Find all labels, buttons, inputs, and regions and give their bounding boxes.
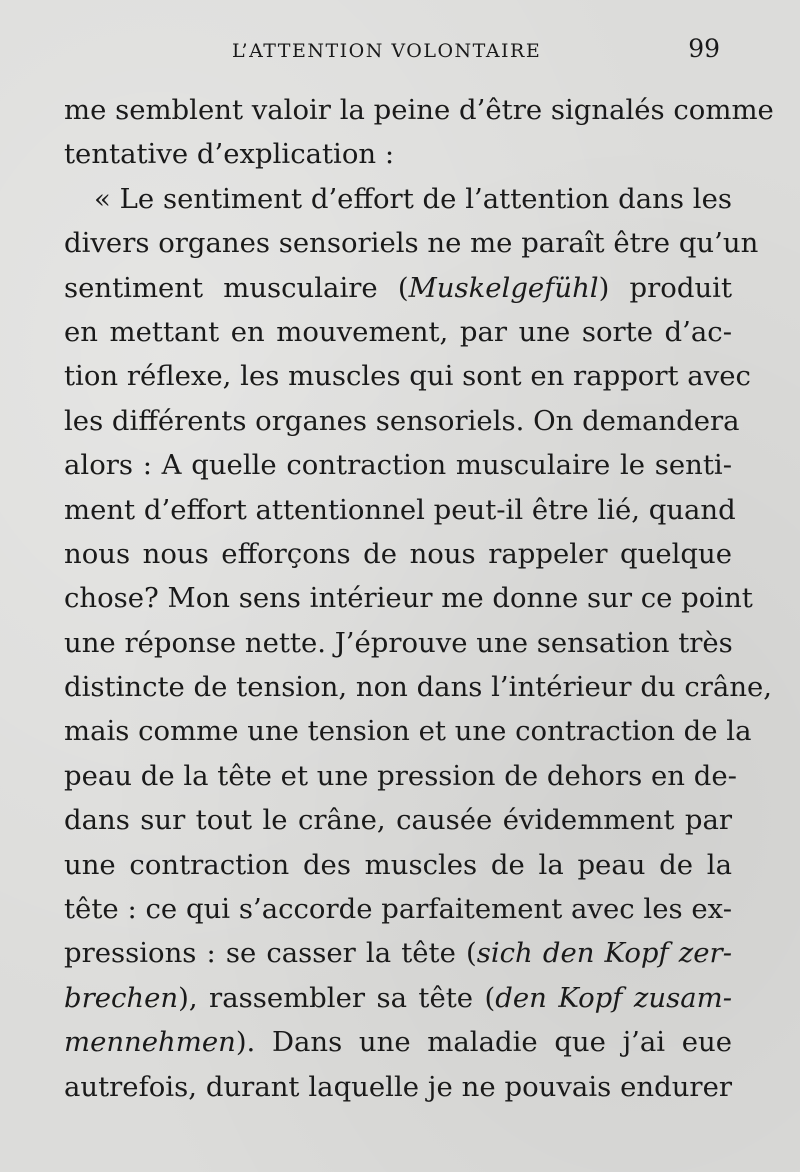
text-line: me semblent valoir la peine d’être signalés comme [64,94,774,126]
text-line: divers organes sensoriels ne me paraît être qu’un [64,227,759,260]
text-line: mais comme une tension et une contraction de la [64,715,752,748]
text-line: tion réflexe, les muscles qui sont en rapport avec [64,360,751,393]
text-line: les différents organes sensoriels. On demandera [64,404,740,437]
body-text [64,88,774,1109]
text-line: nous nous efforçons de nous rappeler quelque [64,537,732,570]
italic-term: sich den Kopf zer- [476,937,732,970]
text-line: une réponse nette. J’éprouve une sensation très [64,626,733,659]
text-line: tentative d’explication : [64,138,395,171]
text-line: chose? Mon sens intérieur me donne sur ce point [64,582,753,615]
text-line: tête : ce qui s’accorde parfaitement avec les ex- [64,893,732,926]
italic-term: Muskelgefühl [408,271,599,304]
text-line: « Le sentiment d’effort de l’attention dans les [94,182,732,215]
text-line: dans sur tout le crâne, causée évidemment par [64,804,732,837]
page-number: 99 [688,34,720,63]
italic-term: den Kopf zusam- [495,981,732,1014]
text-line: autrefois, durant laquelle je ne pouvais endurer [64,1070,732,1103]
running-head: L’ATTENTION VOLONTAIRE [232,40,542,62]
text-line: ment d’effort attentionnel peut-il être lié, quand [64,493,736,526]
text-line: peau de la tête et une pression de dehors en de- [64,759,737,792]
text-line: une contraction des muscles de la peau de la [64,848,732,881]
text-line: brechen), rassembler sa tête (den Kopf zusam- [64,981,732,1014]
text-line: sentiment musculaire (Muskelgefühl) produit [64,271,732,304]
text-line: alors : A quelle contraction musculaire le senti- [64,449,732,482]
italic-term: brechen [64,981,179,1014]
text-line: pressions : se casser la tête (sich den Kopf zer- [64,937,732,970]
text-line: mennehmen). Dans une maladie que j’ai eue [64,1026,732,1059]
italic-term: mennehmen [64,1026,236,1059]
text-line: en mettant en mouvement, par une sorte d’ac- [64,315,732,348]
text-line: distincte de tension, non dans l’intérieur du crâne, [64,671,773,704]
